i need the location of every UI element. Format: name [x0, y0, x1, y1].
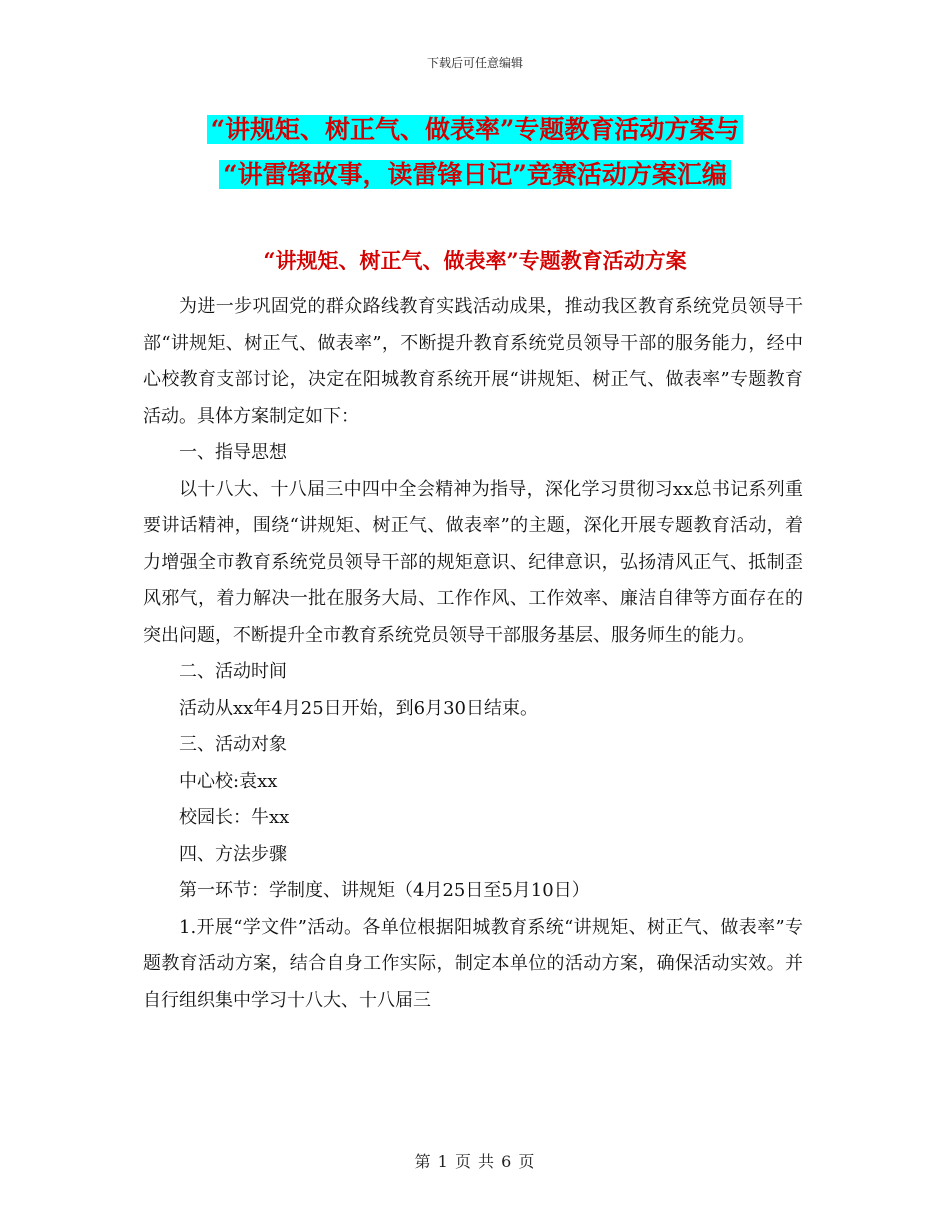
document-title-line-1-text: “讲规矩、树正气、做表率”专题教育活动方案与 [207, 115, 744, 144]
activity-target-center-school: 中心校:袁xx [179, 770, 278, 792]
document-title-line-2-text: “讲雷锋故事，读雷锋日记”竞赛活动方案汇编 [219, 160, 731, 189]
heading-method-steps: 四、方法步骤 [179, 843, 287, 865]
heading-guiding-ideology: 一、指导思想 [179, 442, 287, 463]
heading-activity-target: 三、活动对象 [179, 734, 287, 755]
paragraph-guiding-ideology: 以十八大、十八届三中四中全会精神为指导，深化学习贯彻习xx总书记系列重要讲话精神，围绕“讲规矩、树正气、做表率”的主题，深化开展专题教育活动，着力增强全市教育系统党员领导干部的规矩意识、纪律意识，弘扬清风正气、抵制歪风邪气，着力解决一批在服务大局、工作作风、工作效率、廉洁自律等方面存在的突出问题，不断提升全市教育系统党员领导干部服务基层、服务师生的能力。 [143, 478, 803, 646]
activity-target-principal: 校园长：牛xx [179, 807, 290, 828]
heading-activity-time: 二、活动时间 [179, 661, 287, 682]
step-one-item-1: 1.开展“学文件”活动。各单位根据阳城教育系统“讲规矩、树正气、做表率”专题教育活动方案，结合自身工作实际，制定本单位的活动方案，确保活动实效。并自行组织集中学习十八大、十八届三 [143, 916, 803, 1011]
header-note: 下载后可任意编辑 [426, 56, 523, 70]
section-title: “讲规矩、树正气、做表率”专题教育活动方案 [263, 248, 687, 273]
intro-paragraph: 为进一步巩固党的群众路线教育实践活动成果，推动我区教育系统党员领导干部“讲规矩、树正气、做表率”，不断提升教育系统党员领导干部的服务能力，经中心校教育支部讨论，决定在阳城教育系统开展“讲规矩、树正气、做表率”专题教育活动。具体方案制定如下： [143, 296, 803, 427]
document-title-line-1 [0, 110, 950, 150]
document-title-line-2 [0, 155, 950, 195]
document-body [143, 289, 803, 1019]
paragraph-activity-time: 活动从xx年4月25日开始，到6月30日结束。 [179, 697, 539, 719]
page-footer: 第 1 页 共 6 页 [414, 1152, 536, 1171]
step-one-title: 第一环节：学制度、讲规矩（4月25日至5月10日） [179, 880, 590, 901]
